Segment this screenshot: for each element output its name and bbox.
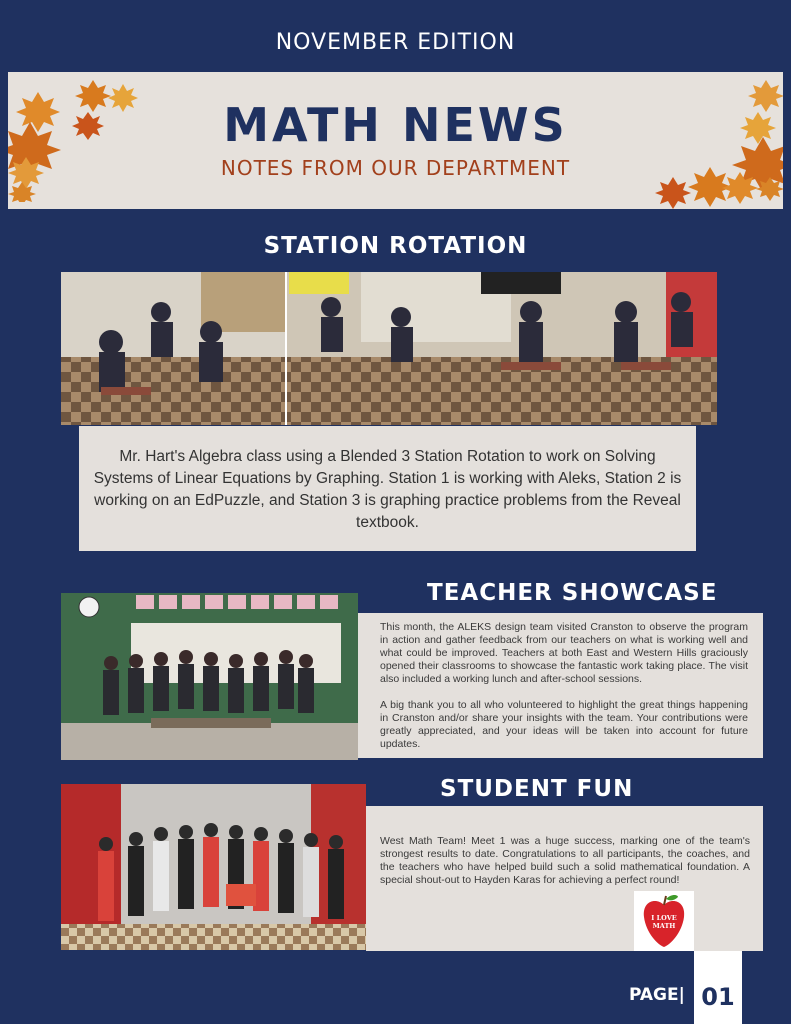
station-rotation-caption: Mr. Hart's Algebra class using a Blended 3 Station Rotation to work on Solving Systems of Linear Equations by Graphing. Station 1 is working with Aleks, Station 2 is working on an EdPuzzle, and Station 3 is graphing practice problems from the Reveal textbook. [93, 448, 682, 531]
page-number-box [694, 951, 742, 1024]
edition-label: NOVEMBER EDITION [275, 30, 516, 55]
classroom-rotation-photo [61, 272, 717, 425]
teacher-showcase-heading: TEACHER SHOWCASE [427, 580, 718, 606]
station-rotation-heading: STATION ROTATION [263, 233, 528, 259]
page-label: PAGE| [629, 985, 685, 1005]
student-fun-paragraph: West Math Team! Meet 1 was a huge success, marking one of the team's strongest results to date. Congratulations to all participants, the coaches, and the teachers who have helped build such a solid mathematical foundation. A special shout-out to Hayden Karas for achieving a perfect round! [380, 835, 750, 886]
student-fun-text-box [366, 806, 763, 951]
page-number: 01 [701, 983, 735, 1011]
newsletter-title: MATH NEWS [223, 98, 568, 152]
i-love-math-text: I LOVE MATH [651, 914, 677, 930]
student-fun-heading: STUDENT FUN [440, 776, 634, 802]
teacher-showcase-paragraph-1: This month, the ALEKS design team visited Cranston to observe the program in action and gather feedback from our teachers on what is working well and what could be improved. Teachers at both East and Western Hills graciously opened their classrooms to showcase the fantastic work taking place. The visit also included a working lunch and after-school sessions. [380, 621, 748, 685]
math-team-photo [61, 784, 366, 950]
teacher-group-photo [61, 593, 358, 760]
masthead-banner [8, 72, 783, 209]
teacher-showcase-paragraph-2: A big thank you to all who volunteered to highlight the great things happening in Cranston and/or share your insights with the team. Your contributions were greatly appreciated, and your ideas will be taken into account for future updates. [380, 699, 748, 750]
teacher-showcase-text-box [358, 613, 763, 758]
i-love-math-badge [634, 891, 694, 951]
newsletter-subtitle: NOTES FROM OUR DEPARTMENT [220, 156, 571, 180]
station-rotation-caption-box [79, 426, 696, 551]
